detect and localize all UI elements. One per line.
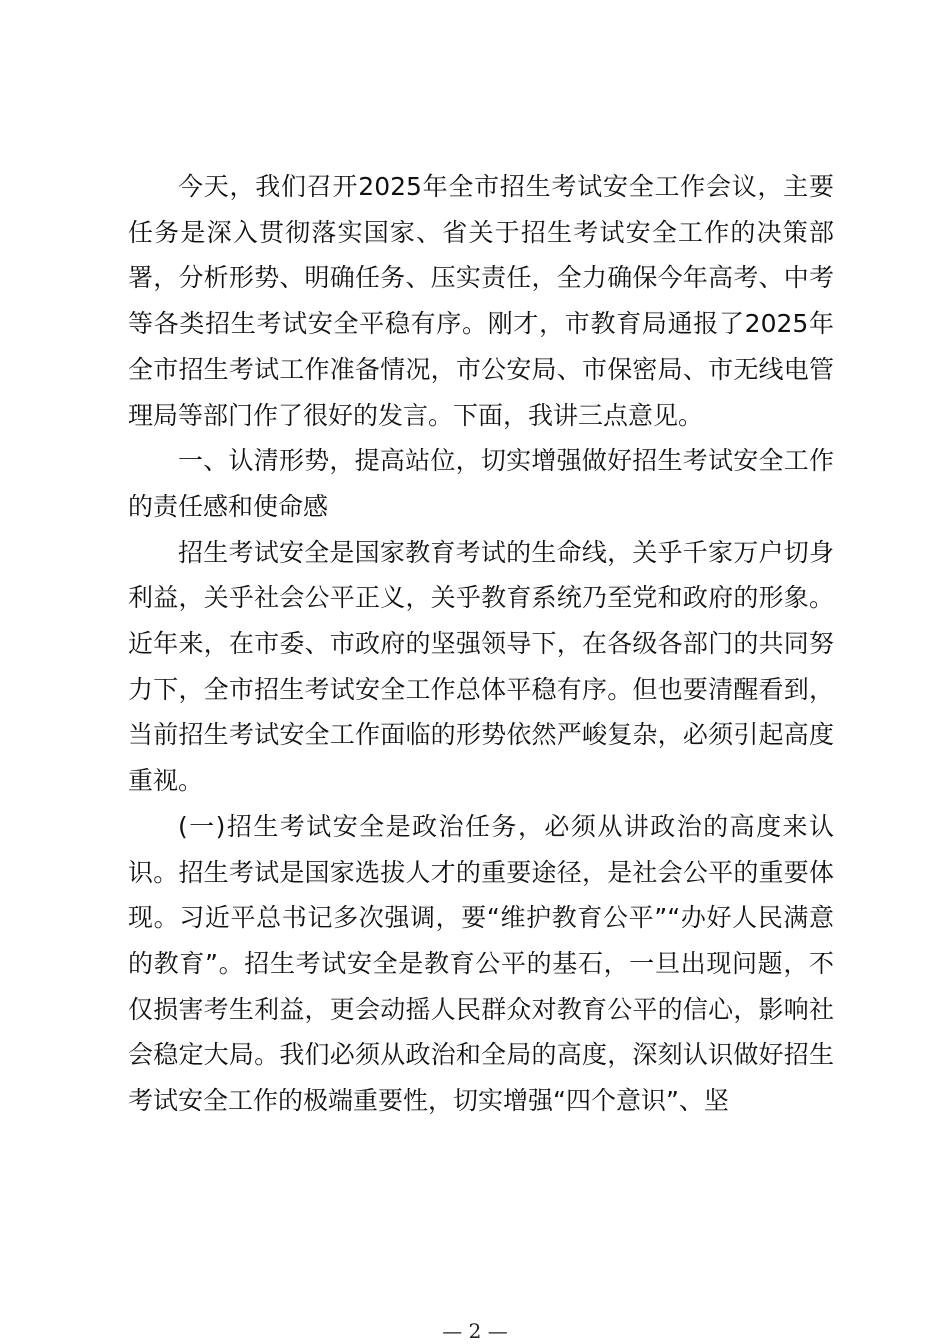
document-body <box>128 164 834 1124</box>
intro-paragraph: 今天，我们召开2025年全市招生考试安全工作会议，主要任务是深入贯彻落实国家、省关于招生考试安全工作的决策部署，分析形势、明确任务、压实责任，全力确保今年高考、中考等各类招生考试安全平稳有序。刚才，市教育局通报了2025年全市招生考试工作准备情况，市公安局、市保密局、市无线电管理局等部门作了很好的发言。下面，我讲三点意见。 <box>128 172 834 430</box>
subsection-1-paragraph: (一)招生考试安全是政治任务，必须从讲政治的高度来认识。招生考试是国家选拔人才的重要途径，是社会公平的重要体现。习近平总书记多次强调，要“维护教育公平”“办好人民满意的教育”。招生考试安全是教育公平的基石，一旦出现问题，不仅损害考生利益，更会动摇人民群众对教育公平的信心，影响社会稳定大局。我们必须从政治和全局的高度，深刻认识做好招生考试安全工作的极端重要性，切实增强“四个意识”、坚 <box>128 811 834 1116</box>
section-heading-1: 一、认清形势，提高站位，切实增强做好招生考试安全工作的责任感和使命感 <box>128 446 834 521</box>
page-number: — 2 — <box>442 1319 508 1343</box>
section-1-paragraph: 招生考试安全是国家教育考试的生命线，关乎千家万户切身利益，关乎社会公平正义，关乎教育系统乃至党和政府的形象。近年来，在市委、市政府的坚强领导下，在各级各部门的共同努力下，全市招生考试安全工作总体平稳有序。但也要清醒看到，当前招生考试安全工作面临的形势依然严峻复杂，必须引起高度重视。 <box>128 537 834 796</box>
